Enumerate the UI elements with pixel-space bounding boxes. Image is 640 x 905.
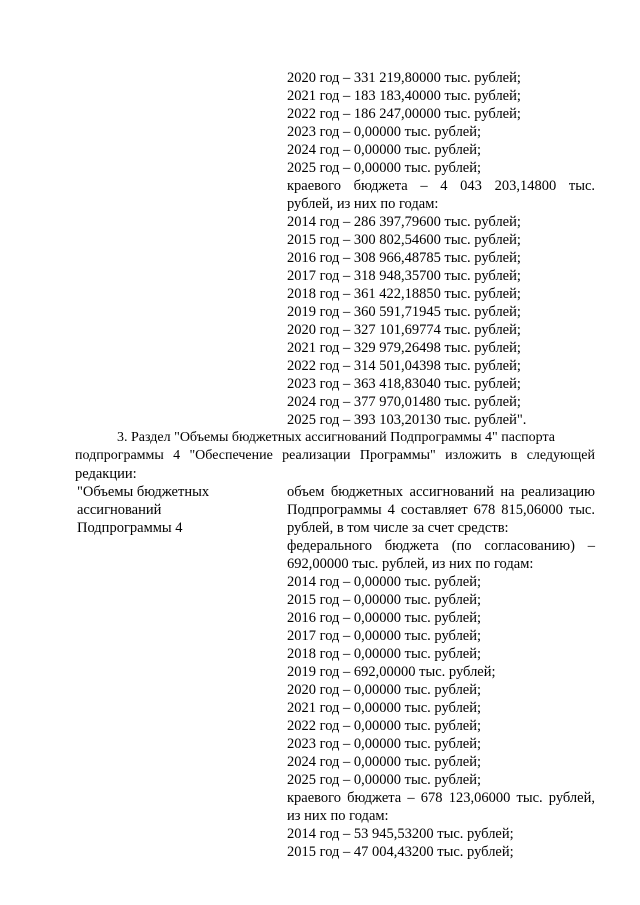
text-line: 2025 год – 0,00000 тыс. рублей; xyxy=(287,160,482,176)
text-line: 2020 год – 0,00000 тыс. рублей; xyxy=(287,682,482,698)
paragraph-3-line2: подпрограммы 4 "Обеспечение реализации Программы" изложить в следующей xyxy=(75,448,595,463)
text-line: 2015 год – 47 004,43200 тыс. рублей; xyxy=(287,844,514,860)
text-line: 2023 год – 0,00000 тыс. рублей; xyxy=(287,124,482,140)
text-line: 2017 год – 0,00000 тыс. рублей; xyxy=(287,628,482,644)
table-left-label: ассигнований xyxy=(77,502,162,518)
regional-budget-total: краевого бюджета – 4 043 203,14800 тыс. xyxy=(287,178,595,194)
text-line: 2017 год – 318 948,35700 тыс. рублей; xyxy=(287,268,521,284)
text-line: 2021 год – 183 183,40000 тыс. рублей; xyxy=(287,88,521,104)
federal-budget-line: федерального бюджета (по согласованию) – xyxy=(287,538,595,554)
text-line: 2016 год – 0,00000 тыс. рублей; xyxy=(287,610,482,626)
text-line: 2024 год – 0,00000 тыс. рублей; xyxy=(287,754,482,770)
table-right-text: Подпрограммы 4 составляет 678 815,06000 тыс. xyxy=(287,502,595,518)
text-line: 2019 год – 692,00000 тыс. рублей; xyxy=(287,664,496,680)
text-line: 2025 год – 393 103,20130 тыс. рублей". xyxy=(287,412,527,428)
text-line: 2018 год – 0,00000 тыс. рублей; xyxy=(287,646,482,662)
text-line: 2014 год – 0,00000 тыс. рублей; xyxy=(287,574,482,590)
paragraph-3-line3: редакции: xyxy=(75,466,137,482)
text-line: 2022 год – 0,00000 тыс. рублей; xyxy=(287,718,482,734)
table-right-text: рублей, в том числе за счет средств: xyxy=(287,520,509,536)
text-line: рублей, из них по годам: xyxy=(287,196,439,212)
text-line: 2021 год – 0,00000 тыс. рублей; xyxy=(287,700,482,716)
text-line: 2015 год – 0,00000 тыс. рублей; xyxy=(287,592,482,608)
text-line: 2021 год – 329 979,26498 тыс. рублей; xyxy=(287,340,521,356)
federal-budget-line: 692,00000 тыс. рублей, из них по годам: xyxy=(287,556,534,572)
text-line: 2025 год – 0,00000 тыс. рублей; xyxy=(287,772,482,788)
text-line: 2022 год – 314 501,04398 тыс. рублей; xyxy=(287,358,521,374)
text-line: 2024 год – 377 970,01480 тыс. рублей; xyxy=(287,394,521,410)
text-line: 2014 год – 53 945,53200 тыс. рублей; xyxy=(287,826,514,842)
text-line: 2016 год – 308 966,48785 тыс. рублей; xyxy=(287,250,521,266)
paragraph-3-line1: 3. Раздел "Объемы бюджетных ассигнований Подпрограммы 4" паспорта xyxy=(117,430,555,445)
regional-budget-line: из них по годам: xyxy=(287,808,389,824)
text-line: 2015 год – 300 802,54600 тыс. рублей; xyxy=(287,232,521,248)
text-line: 2018 год – 361 422,18850 тыс. рублей; xyxy=(287,286,521,302)
text-line: 2024 год – 0,00000 тыс. рублей; xyxy=(287,142,482,158)
text-line: 2023 год – 363 418,83040 тыс. рублей; xyxy=(287,376,521,392)
text-line: 2022 год – 186 247,00000 тыс. рублей; xyxy=(287,106,521,122)
text-line: 2019 год – 360 591,71945 тыс. рублей; xyxy=(287,304,521,320)
table-left-label: Подпрограммы 4 xyxy=(77,520,183,536)
text-line: 2023 год – 0,00000 тыс. рублей; xyxy=(287,736,482,752)
table-right-text: объем бюджетных ассигнований на реализацию xyxy=(287,484,595,500)
regional-budget-line: краевого бюджета – 678 123,06000 тыс. рублей, xyxy=(287,790,595,806)
text-line: 2020 год – 327 101,69774 тыс. рублей; xyxy=(287,322,521,338)
text-line: 2014 год – 286 397,79600 тыс. рублей; xyxy=(287,214,521,230)
table-left-label: "Объемы бюджетных xyxy=(77,484,210,500)
text-line: 2020 год – 331 219,80000 тыс. рублей; xyxy=(287,70,521,86)
